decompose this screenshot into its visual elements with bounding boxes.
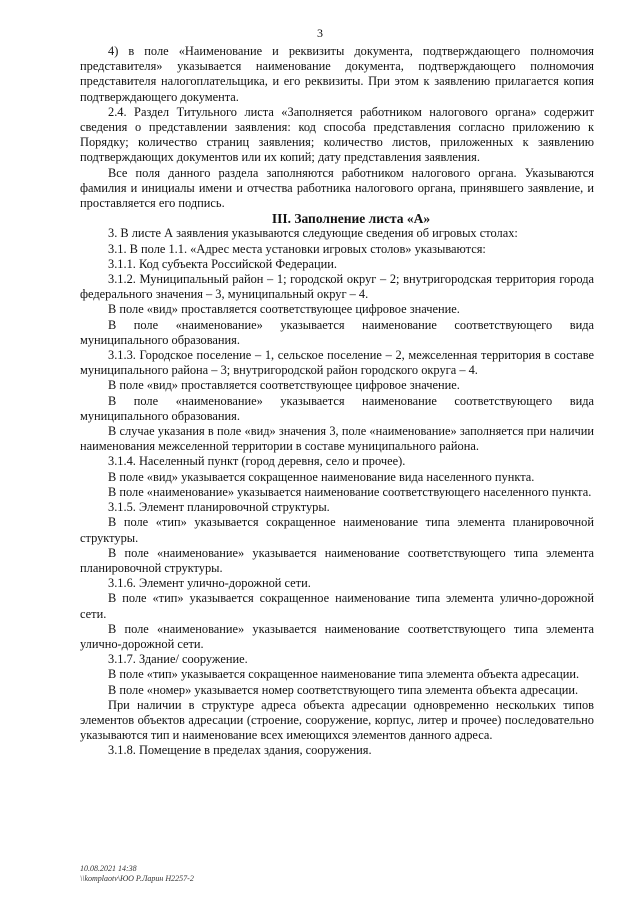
- paragraph: 3.1. В поле 1.1. «Адрес места установки игровых столов» указываются:: [108, 241, 486, 256]
- page-number: 3: [317, 26, 323, 40]
- paragraph: В поле «тип» указывается сокращенное наименование типа элемента планировочной структуры.: [80, 515, 594, 545]
- paragraph: В поле «номер» указывается номер соответствующего типа элемента объекта адресации.: [108, 682, 579, 697]
- paragraph: 3.1.3. Городское поселение – 1, сельское поселение – 2, межселенная территория в составе муниципального района – 3; внутригородской район городского округа – 4.: [80, 348, 594, 378]
- paragraph: 3.1.6. Элемент улично-дорожной сети.: [108, 576, 311, 591]
- paragraph: В поле «вид» проставляется соответствующее цифровое значение.: [108, 378, 460, 393]
- paragraph: В поле «наименование» указывается наименование соответствующего типа элемента улично-дорожной сети.: [80, 621, 594, 651]
- paragraph: В случае указания в поле «вид» значения 3, поле «наименование» заполняется при наличии наименования межселенной территории в составе муниципального района.: [80, 424, 594, 454]
- paragraph: При наличии в структуре адреса объекта адресации одновременно нескольких типов элементов объектов адресации (строение, сооружение, корпус, литер и прочее) последовательно указываются тип и наименование всех имеющихся элементов данного адреса.: [80, 697, 594, 743]
- paragraph: В поле «наименование» указывается наименование соответствующего населенного пункта.: [108, 484, 592, 499]
- paragraph: В поле «наименование» указывается наименование соответствующего вида муниципального образования.: [80, 317, 594, 347]
- footer-timestamp: 10.08.2021 14:38: [80, 864, 137, 873]
- paragraph: Все поля данного раздела заполняются работником налогового органа. Указываются фамилия и инициалы имени и отчества работника налогового органа, принявшего заявление, и проставляется его подпись.: [80, 165, 594, 211]
- paragraph: В поле «вид» указывается сокращенное наименование вида населенного пункта.: [108, 469, 535, 484]
- paragraph: 3.1.1. Код субъекта Российской Федерации.: [108, 256, 337, 271]
- paragraph: 3. В листе А заявления указываются следующие сведения об игровых столах:: [108, 226, 518, 241]
- paragraph: В поле «наименование» указывается наименование соответствующего вида муниципального образования.: [80, 393, 594, 423]
- paragraph: В поле «тип» указывается сокращенное наименование типа элемента улично-дорожной сети.: [80, 591, 594, 621]
- section-title: III. Заполнение листа «А»: [271, 211, 431, 227]
- paragraph: 3.1.5. Элемент планировочной структуры.: [108, 500, 330, 515]
- footer-file-path: \\komplaotv\ЮО Р.Ларин Н2257-2: [80, 874, 194, 883]
- paragraph: В поле «вид» проставляется соответствующее цифровое значение.: [108, 302, 460, 317]
- paragraph: 3.1.8. Помещение в пределах здания, сооружения.: [108, 743, 372, 758]
- paragraph: 2.4. Раздел Титульного листа «Заполняется работником налогового органа» содержит сведения о представлении заявления: код способа представления согласно приложению к Порядку; количество страниц заявления; количество листов, приложенных к заявлению подтверждающих документов или их копий; дату представления заявления.: [80, 104, 594, 165]
- document-body: [80, 44, 594, 759]
- paragraph: В поле «наименование» указывается наименование соответствующего типа элемента планировочной структуры.: [80, 545, 594, 575]
- section-body: [80, 226, 594, 758]
- paragraph: 3.1.7. Здание/ сооружение.: [108, 652, 248, 667]
- paragraph: 4) в поле «Наименование и реквизиты документа, подтверждающего полномочия представителя» указывается наименование документа, подтверждающего полномочия представителя налогоплательщика, и его реквизиты. При этом к заявлению прилагается копия подтверждающего документа.: [80, 44, 594, 104]
- paragraph: 3.1.2. Муниципальный район – 1; городской округ – 2; внутригородская территория города федерального значения – 3, муниципальный округ – 4.: [80, 272, 594, 302]
- document-footer: [80, 864, 194, 884]
- paragraph: 3.1.4. Населенный пункт (город деревня, село и прочее).: [108, 454, 406, 469]
- paragraph: В поле «тип» указывается сокращенное наименование типа элемента объекта адресации.: [108, 667, 580, 682]
